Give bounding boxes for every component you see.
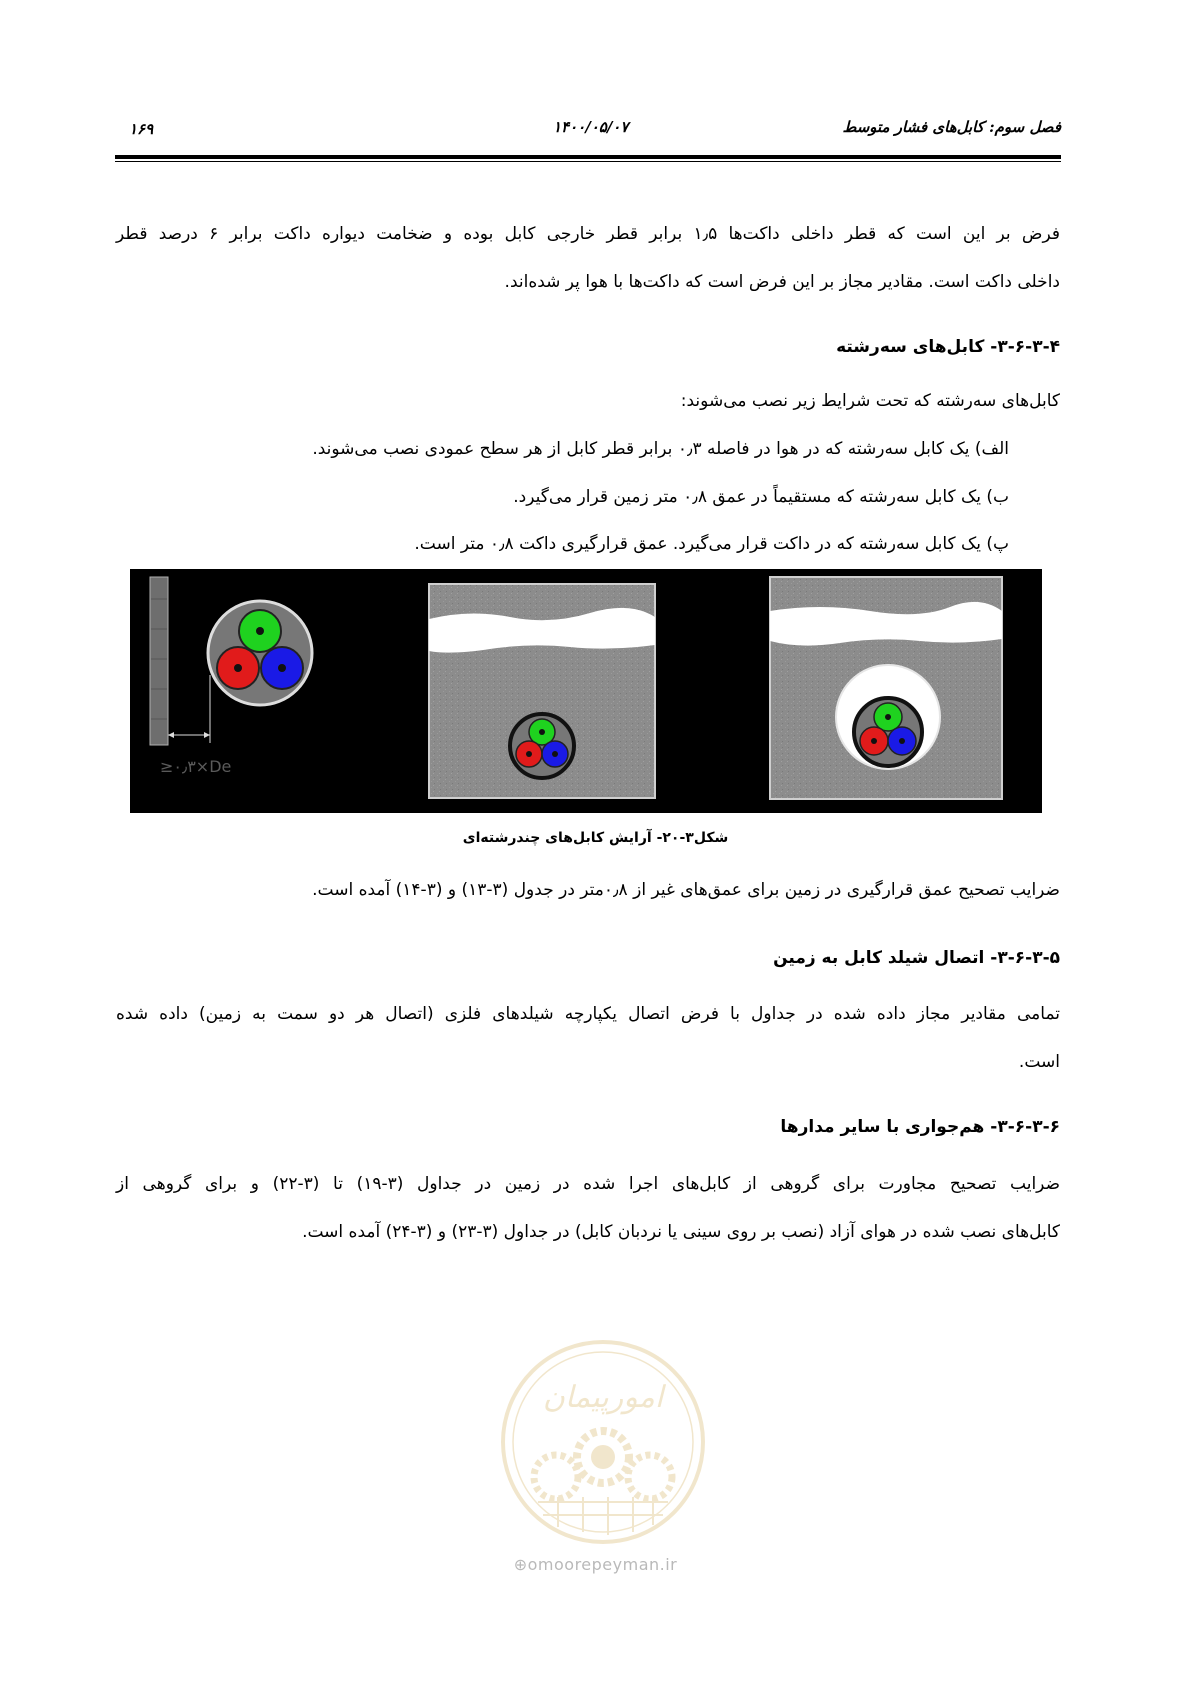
header-date: ۱۴۰۰/۰۵/۰۷ <box>553 118 629 136</box>
depth-correction-text: ضرایب تصحیح عمق قرارگیری در زمین برای عمق‌های غیر از ۰٫۸متر در جدول (۳-۱۳) و (۳-۱۴) آمده است. <box>312 880 1060 900</box>
watermark-url-text: omoorepeyman.ir <box>527 1555 678 1574</box>
section-6-line-2: کابل‌های نصب شده در هوای آزاد (نصب بر روی سینی یا نردبان کابل) در جداول (۳-۲۳) و (۳-۲۴) آمده است. <box>302 1222 1060 1242</box>
list-item-alef: الف) یک کابل سه‌رشته که در هوا در فاصله ۰٫۳ برابر قطر کابل از هر سطح عمودی نصب می‌شوند. <box>312 439 1009 459</box>
page-header <box>115 112 1061 146</box>
cable-in-air <box>208 601 312 705</box>
header-rule-thin <box>115 161 1061 162</box>
cable-arrangement-figure <box>130 569 1042 813</box>
intro-line-2: داخلی داکت است. مقادیر مجاز بر این فرض است که داکت‌ها با هوا پر شده‌اند. <box>504 272 1060 292</box>
chapter-title: فصل سوم: کابل‌های فشار متوسط <box>842 118 1061 136</box>
panel-in-air <box>150 577 312 776</box>
intro-line-1: فرض بر این است که قطر داخلی داکت‌ها ۱٫۵ برابر قطر خارجی کابل بوده و ضخامت دیواره داکت برابر ۶ درصد قطر <box>116 224 1060 244</box>
header-rule <box>115 155 1061 159</box>
page-number: ۱۶۹ <box>129 120 154 138</box>
section-heading-6: ۳-۶-۳-۶- هم‌جواری با سایر مدارها <box>780 1117 1060 1137</box>
section-heading-5: ۳-۶-۳-۵- اتصال شیلد کابل به زمین <box>773 948 1060 968</box>
section-5-paragraph <box>116 990 1060 1086</box>
vertical-wall <box>150 577 168 745</box>
panel-direct-buried <box>429 584 655 798</box>
intro-paragraph <box>116 210 1060 306</box>
list-item-be: ب) یک کابل سه‌رشته که مستقیماً در عمق ۰٫۸ متر زمین قرار می‌گیرد. <box>513 487 1009 507</box>
section-5-line-1: تمامی مقادیر مجاز داده شده در جداول با فرض اتصال یکپارچه شیلدهای فلزی (اتصال هر دو سمت به زمین) داده شده <box>116 1004 1060 1024</box>
cable-in-duct <box>854 698 922 766</box>
section-6-paragraph <box>116 1160 1060 1256</box>
figure-caption: شکل۳-۲۰- آرایش کابل‌های چندرشته‌ای <box>462 830 729 846</box>
watermark-logo-text: امورپیمان <box>542 1380 664 1415</box>
panel-in-duct <box>770 577 1002 799</box>
section-heading-4: ۳-۶-۳-۴- کابل‌های سه‌رشته <box>836 337 1060 357</box>
section-6-line-1: ضرایب تصحیح مجاورت برای گروهی از کابل‌های اجرا شده در زمین در جداول (۳-۱۹) تا (۳-۲۲) و برای گروهی از <box>116 1174 1060 1194</box>
watermark-url <box>0 1555 1191 1574</box>
section-5-line-2: است. <box>1018 1052 1060 1072</box>
list-item-pe: پ) یک کابل سه‌رشته که در داکت قرار می‌گیرد. عمق قرارگیری داکت ۰٫۸ متر است. <box>414 534 1009 554</box>
dimension-label: ≥۰٫۳×De <box>160 757 232 776</box>
watermark-logo <box>498 1337 708 1547</box>
figure-svg <box>130 569 1042 813</box>
globe-icon: ⊕ <box>513 1555 528 1574</box>
cable-direct-buried <box>510 714 574 778</box>
section-4-intro: کابل‌های سه‌رشته که تحت شرایط زیر نصب می‌شوند: <box>680 391 1060 411</box>
